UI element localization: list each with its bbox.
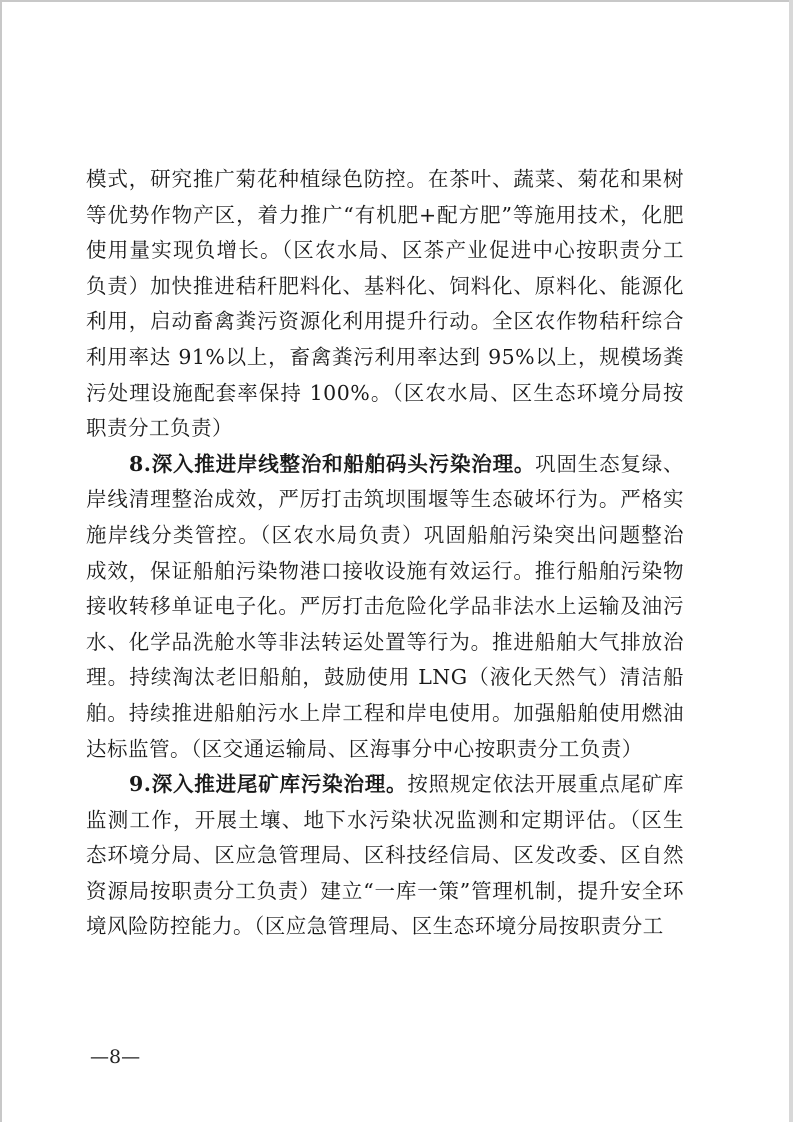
page-edge-left	[0, 0, 2, 1122]
section-8-heading: 8.深入推进岸线整治和船舶码头污染治理。	[129, 451, 536, 476]
section-8-text: 巩固生态复绿、岸线清理整治成效，严厉打击筑坝围堰等生态破坏行为。严格实施岸线分类管控。（区农水局负责）巩固船舶污染突出问题整治成效，保证船舶污染物港口接收设施有效运行。推行船舶污染物接收转移单证电子化。严厉打击危险化学品非法水上运输及油污水、化学品洗舱水等非法转运处置等行为。推进船舶大气排放治理。持续淘汰老旧船舶，鼓励使用 LNG（液化天然气）清洁船舶。持续推进船舶污水上岸工程和岸电使用。加强船舶使用燃油达标监管。（区交通运输局、区海事分中心按职责分工负责）	[86, 451, 684, 761]
document-body	[86, 162, 684, 945]
section-9-text: 按照规定依法开展重点尾矿库监测工作，开展土壤、地下水污染状况监测和定期评估。（区生态环境分局、区应急管理局、区科技经信局、区发改委、区自然资源局按职责分工负责）建立“一库一策”管理机制，提升安全环境风险防控能力。（区应急管理局、区生态环境分局按职责分工	[86, 772, 685, 939]
page-edge-right	[789, 0, 793, 1122]
paragraph-1: 模式，研究推广菊花种植绿色防控。在茶叶、蔬菜、菊花和果树等优势作物产区，着力推广“有机肥+配方肥”等施用技术，化肥使用量实现负增长。（区农水局、区茶产业促进中心按职责分工负责）加快推进秸秆肥料化、基料化、饲料化、原料化、能源化利用，启动畜禽粪污资源化利用提升行动。全区农作物秸秆综合利用率达 91%以上，畜禽粪污利用率达到 95%以上，规模场粪污处理设施配套率保持 100%。（区农水局、区生态环境分局按职责分工负责）	[86, 167, 684, 441]
paragraph-3	[86, 767, 684, 945]
page-number: —8—	[90, 1046, 141, 1068]
page-edge-top	[0, 0, 793, 2]
paragraph-2	[86, 447, 684, 767]
section-9-heading: 9.深入推进尾矿库污染治理。	[129, 772, 408, 797]
